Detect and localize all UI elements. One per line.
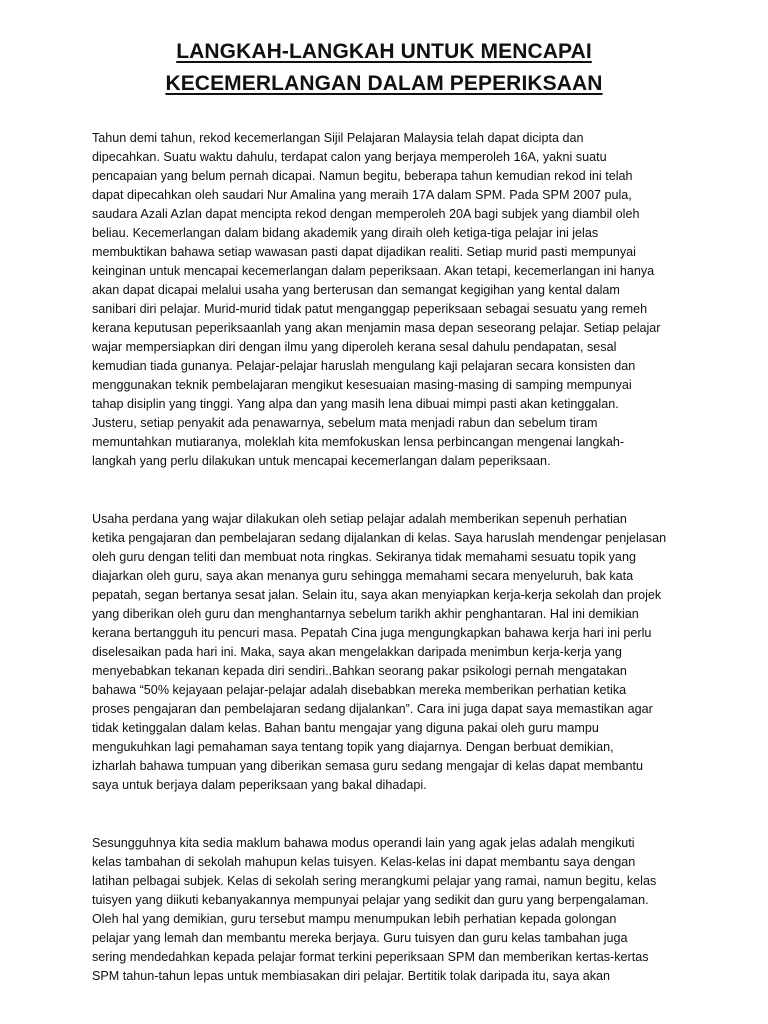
paragraph-line: beliau. Kecemerlangan dalam bidang akademik yang diraih oleh ketiga-tiga pelajar ini jelas: [92, 226, 599, 240]
paragraph-line: bahawa “50% kejayaan pelajar-pelajar adalah disebabkan mereka memberikan perhatian ketika: [92, 683, 627, 697]
paragraph-line: latihan pelbagai subjek. Kelas di sekolah sering merangkumi pelajar yang ramai, namun begitu, kelas: [92, 874, 657, 888]
paragraph-line: SPM tahun-tahun lepas untuk membiasakan diri pelajar. Bertitik tolak daripada itu, saya akan: [92, 969, 611, 983]
paragraph-line: keinginan untuk mencapai kecemerlangan dalam peperiksaan. Akan tetapi, kecemerlangan ini hanya: [92, 264, 655, 278]
paragraph-line: pepatah, segan bertanya sesat jalan. Selain itu, saya akan menyiapkan kerja-kerja sekolah dan projek: [92, 588, 662, 602]
paragraph-line: Oleh hal yang demikian, guru tersebut mampu menumpukan lebih perhatian kepada golongan: [92, 912, 617, 926]
paragraph-line: pelajar yang lemah dan membantu mereka berjaya. Guru tuisyen dan guru kelas tambahan juga: [92, 931, 628, 945]
paragraph-line: wajar mempersiapkan diri dengan ilmu yang diperoleh kerana sesal dahulu pendapatan, sesal: [92, 340, 617, 354]
paragraph-line: Justeru, setiap penyakit ada penawarnya, sebelum mata menjadi rabun dan sebelum tiram: [92, 416, 598, 430]
paragraph-line: langkah yang perlu dilakukan untuk mencapai kecemerlangan dalam peperiksaan.: [92, 454, 551, 468]
paragraph-introduction: [92, 129, 692, 471]
paragraph-line: Tahun demi tahun, rekod kecemerlangan Sijil Pelajaran Malaysia telah dapat dicipta dan: [92, 131, 584, 145]
paragraph-line: membuktikan bahawa setiap wawasan pasti dapat dijadikan realiti. Setiap murid pasti mempunyai: [92, 245, 636, 259]
paragraph-line: diajarkan oleh guru, saya akan menanya guru sehingga memahami secara menyeluruh, bak kata: [92, 569, 634, 583]
paragraph-line: izharlah bahawa tumpuan yang diberikan semasa guru sedang mengajar di kelas dapat membantu: [92, 759, 643, 773]
paragraph-line: sanibari diri pelajar. Murid-murid tidak patut menganggap peperiksaan sebagai sesuatu yang remeh: [92, 302, 648, 316]
paragraph-line: ketika pengajaran dan pembelajaran sedang dijalankan di kelas. Saya haruslah mendengar penjelasan: [92, 531, 667, 545]
paragraph-line: oleh guru dengan teliti dan membuat nota ringkas. Sekiranya tidak memahami sesuatu topik yang: [92, 550, 636, 564]
paragraph-line: akan dapat dicapai melalui usaha yang berterusan dan semangat kegigihan yang kental dalam: [92, 283, 620, 297]
paragraph-line: tuisyen yang diikuti kebanyakannya mempunyai pelajar yang sedikit dan guru yang berpengalaman.: [92, 893, 649, 907]
paragraph-line: tahap disiplin yang tinggi. Yang alpa dan yang masih lena dibuai mimpi pasti akan ketinggalan.: [92, 397, 619, 411]
paragraph-line: sering mendedahkan kepada pelajar format terkini peperiksaan SPM dan memberikan kertas-kertas: [92, 950, 649, 964]
paragraph-line: dapat dipecahkan oleh saudari Nur Amalina yang meraih 17A dalam SPM. Pada SPM 2007 pula,: [92, 188, 632, 202]
paragraph-attention-in-class: [92, 510, 692, 795]
paragraph-line: kerana keputusan peperiksaanlah yang akan menjamin masa depan seseorang pelajar. Setiap pelajar: [92, 321, 661, 335]
paragraph-line: mengukuhkan lagi pemahaman saya tentang topik yang diajarnya. Dengan berbuat demikian,: [92, 740, 614, 754]
paragraph-line: kelas tambahan di sekolah mahupun kelas tuisyen. Kelas-kelas ini dapat membantu saya dengan: [92, 855, 636, 869]
paragraph-line: diselesaikan pada hari ini. Maka, saya akan mengelakkan daripada menimbun kerja-kerja yang: [92, 645, 622, 659]
paragraph-line: kerana bertangguh itu pencuri masa. Pepatah Cina juga mengungkapkan bahawa kerja hari ini perlu: [92, 626, 652, 640]
paragraph-line: kemudian tiada gunanya. Pelajar-pelajar haruslah mengulang kaji pelajaran secara konsisten dan: [92, 359, 636, 373]
paragraph-line: proses pengajaran dan pembelajaran sedang dijalankan”. Cara ini juga dapat saya memastikan agar: [92, 702, 653, 716]
paragraph-line: dipecahkan. Suatu waktu dahulu, terdapat calon yang berjaya memperoleh 16A, yakni suatu: [92, 150, 607, 164]
title-line-2: KECEMERLANGAN DALAM PEPERIKSAAN: [165, 72, 603, 95]
document-title: [0, 36, 768, 100]
paragraph-line: Sesungguhnya kita sedia maklum bahawa modus operandi lain yang agak jelas adalah mengikuti: [92, 836, 635, 850]
paragraph-line: saudara Azali Azlan dapat mencipta rekod dengan memperoleh 20A bagi subjek yang diambil oleh: [92, 207, 640, 221]
paragraph-line: memuntahkan mutiaranya, moleklah kita memfokuskan lensa perbincangan mengenai langkah-: [92, 435, 625, 449]
paragraph-extra-classes: [92, 834, 692, 986]
paragraph-line: tidak ketinggalan dalam kelas. Bahan bantu mengajar yang diguna pakai oleh guru mampu: [92, 721, 599, 735]
paragraph-line: menggunakan teknik pembelajaran mengikut kesesuaian masing-masing di samping mempunyai: [92, 378, 632, 392]
paragraph-line: menyebabkan tekanan kepada diri sendiri..Bahkan seorang pakar psikologi pernah mengatakan: [92, 664, 627, 678]
paragraph-line: yang diberikan oleh guru dan menghantarnya sebelum tarikh akhir penghantaran. Hal ini demikian: [92, 607, 639, 621]
paragraph-line: Usaha perdana yang wajar dilakukan oleh setiap pelajar adalah memberikan sepenuh perhatian: [92, 512, 627, 526]
title-line-1: LANGKAH-LANGKAH UNTUK MENCAPAI: [176, 40, 592, 63]
paragraph-line: pencapaian yang belum pernah dicapai. Namun begitu, beberapa tahun kemudian rekod ini telah: [92, 169, 633, 183]
paragraph-line: saya untuk berjaya dalam peperiksaan yang bakal dihadapi.: [92, 778, 427, 792]
